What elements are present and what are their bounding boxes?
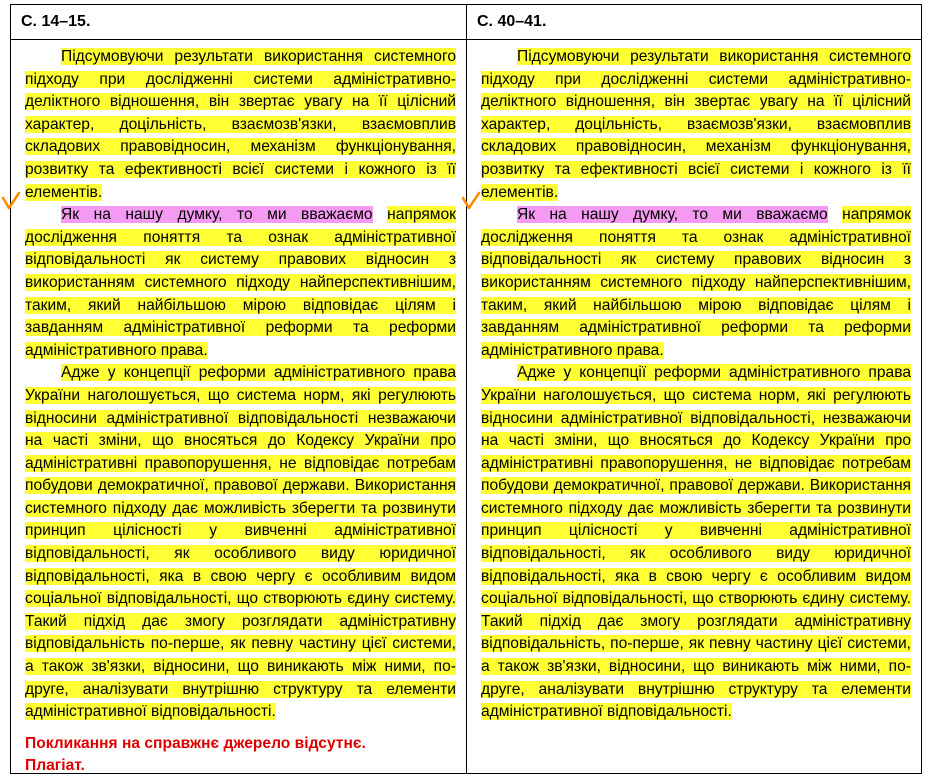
right-paragraph-2 bbox=[481, 204, 911, 362]
left-paragraph-2-text: напрямок дослідження поняття та ознак адміністративної відповідальності як систему правових відносин з використанням системного підходу найперспективнішим, таким, який найбільшою мірою відповідає цілям і завданням адміністративної реформи та реформи адміністративного права. bbox=[25, 206, 456, 359]
right-pink-phrase: Як на нашу думку, то ми вважаємо bbox=[517, 206, 828, 224]
left-pink-phrase: Як на нашу думку, то ми вважаємо bbox=[61, 206, 373, 224]
plagiarism-note-line-2: Плагіат. bbox=[25, 757, 85, 774]
right-paragraph-1-text: Підсумовуючи результати використання системного підходу при дослідженні системи адміністративно-деліктного відношення, він звертає увагу на її цілісний характер, доцільність, взаємозв'язки, взаємовплив складових правовідносин, механізм функціонування, розвитку та ефективності всієї системи і кожного із її елементів. bbox=[481, 48, 911, 201]
right-column-body bbox=[467, 40, 921, 724]
plagiarism-note bbox=[25, 733, 366, 777]
plagiarism-note-line-1: Покликання на справжнє джерело відсутнє. bbox=[25, 735, 366, 752]
left-paragraph-3 bbox=[25, 362, 456, 724]
left-paragraph-2 bbox=[25, 204, 456, 362]
left-paragraph-1 bbox=[25, 46, 456, 204]
comparison-table bbox=[10, 4, 922, 774]
right-paragraph-3-text: Адже у концепції реформи адміністративного права України наголошується, що система норм, які регулюють відносини адміністративної відповідальності, незважаючи на часті зміни, що вносяться до Кодексу України про адміністративні правопорушення, не відповідає потребам побудови демократичної, правової держави. Використання системного підходу дає можливість зберегти та розвинути принцип цілісності у вивченні адміністративної відповідальності, як особливого виду юридичної відповідальності, яка в свою чергу є особливим видом соціальної відповідальності, що створюють єдину систему. Такий підхід дає змогу розглядати адміністративну відповідальність, по-перше, як певну частину цієї системи, а також зв'язки, відносини, що виникають між ними, по-друге, аналізувати внутрішню структуру та елементи адміністративної відповідальності. bbox=[481, 364, 911, 721]
left-column-body bbox=[11, 40, 466, 724]
right-paragraph-2-text: напрямок дослідження поняття та ознак адміністративної відповідальності як систему правових відносин з використанням системного підходу найперспективнішим, таким, який найбільшою мірою відповідає цілям і завданням адміністративної реформи та реформи адміністративного права. bbox=[481, 206, 911, 359]
checkmark-icon bbox=[460, 190, 482, 212]
left-column bbox=[11, 5, 466, 773]
right-paragraph-3 bbox=[481, 362, 911, 724]
left-paragraph-3-text: Адже у концепції реформи адміністративного права України наголошується, що система норм, які регулюють відносини адміністративної відповідальності незважаючи на часті зміни, що вносяться до Кодексу України про адміністративні правопорушення, не відповідає потребам побудови демократичної, правової держави. Використання системного підходу дає можливість зберегти та розвинути принцип цілісності у вивченні адміністративної відповідальності, як особливого виду юридичної відповідальності, яка в свою чергу є особливим видом соціальної відповідальності, що створюють єдину систему. Такий підхід дає змогу розглядати адміністративну відповідальність по-перше, як певну частину цієї системи, а також зв'язки, відносини, що виникають між ними, по-друге, аналізувати внутрішню структуру та елементи адміністративної відповідальності. bbox=[25, 364, 456, 721]
right-column bbox=[466, 5, 921, 773]
checkmark-icon bbox=[0, 190, 22, 212]
right-paragraph-1 bbox=[481, 46, 911, 204]
right-column-header: С. 40–41. bbox=[467, 5, 921, 40]
left-column-header: С. 14–15. bbox=[11, 5, 466, 40]
left-paragraph-1-text: Підсумовуючи результати використання системного підходу при дослідженні системи адміністративно-деліктного відношення, він звертає увагу на її цілісний характер, доцільність, взаємозв'язки, взаємовплив складових правовідносин, механізм функціонування, розвитку та ефективності всієї системи і кожного із її елементів. bbox=[25, 48, 456, 201]
